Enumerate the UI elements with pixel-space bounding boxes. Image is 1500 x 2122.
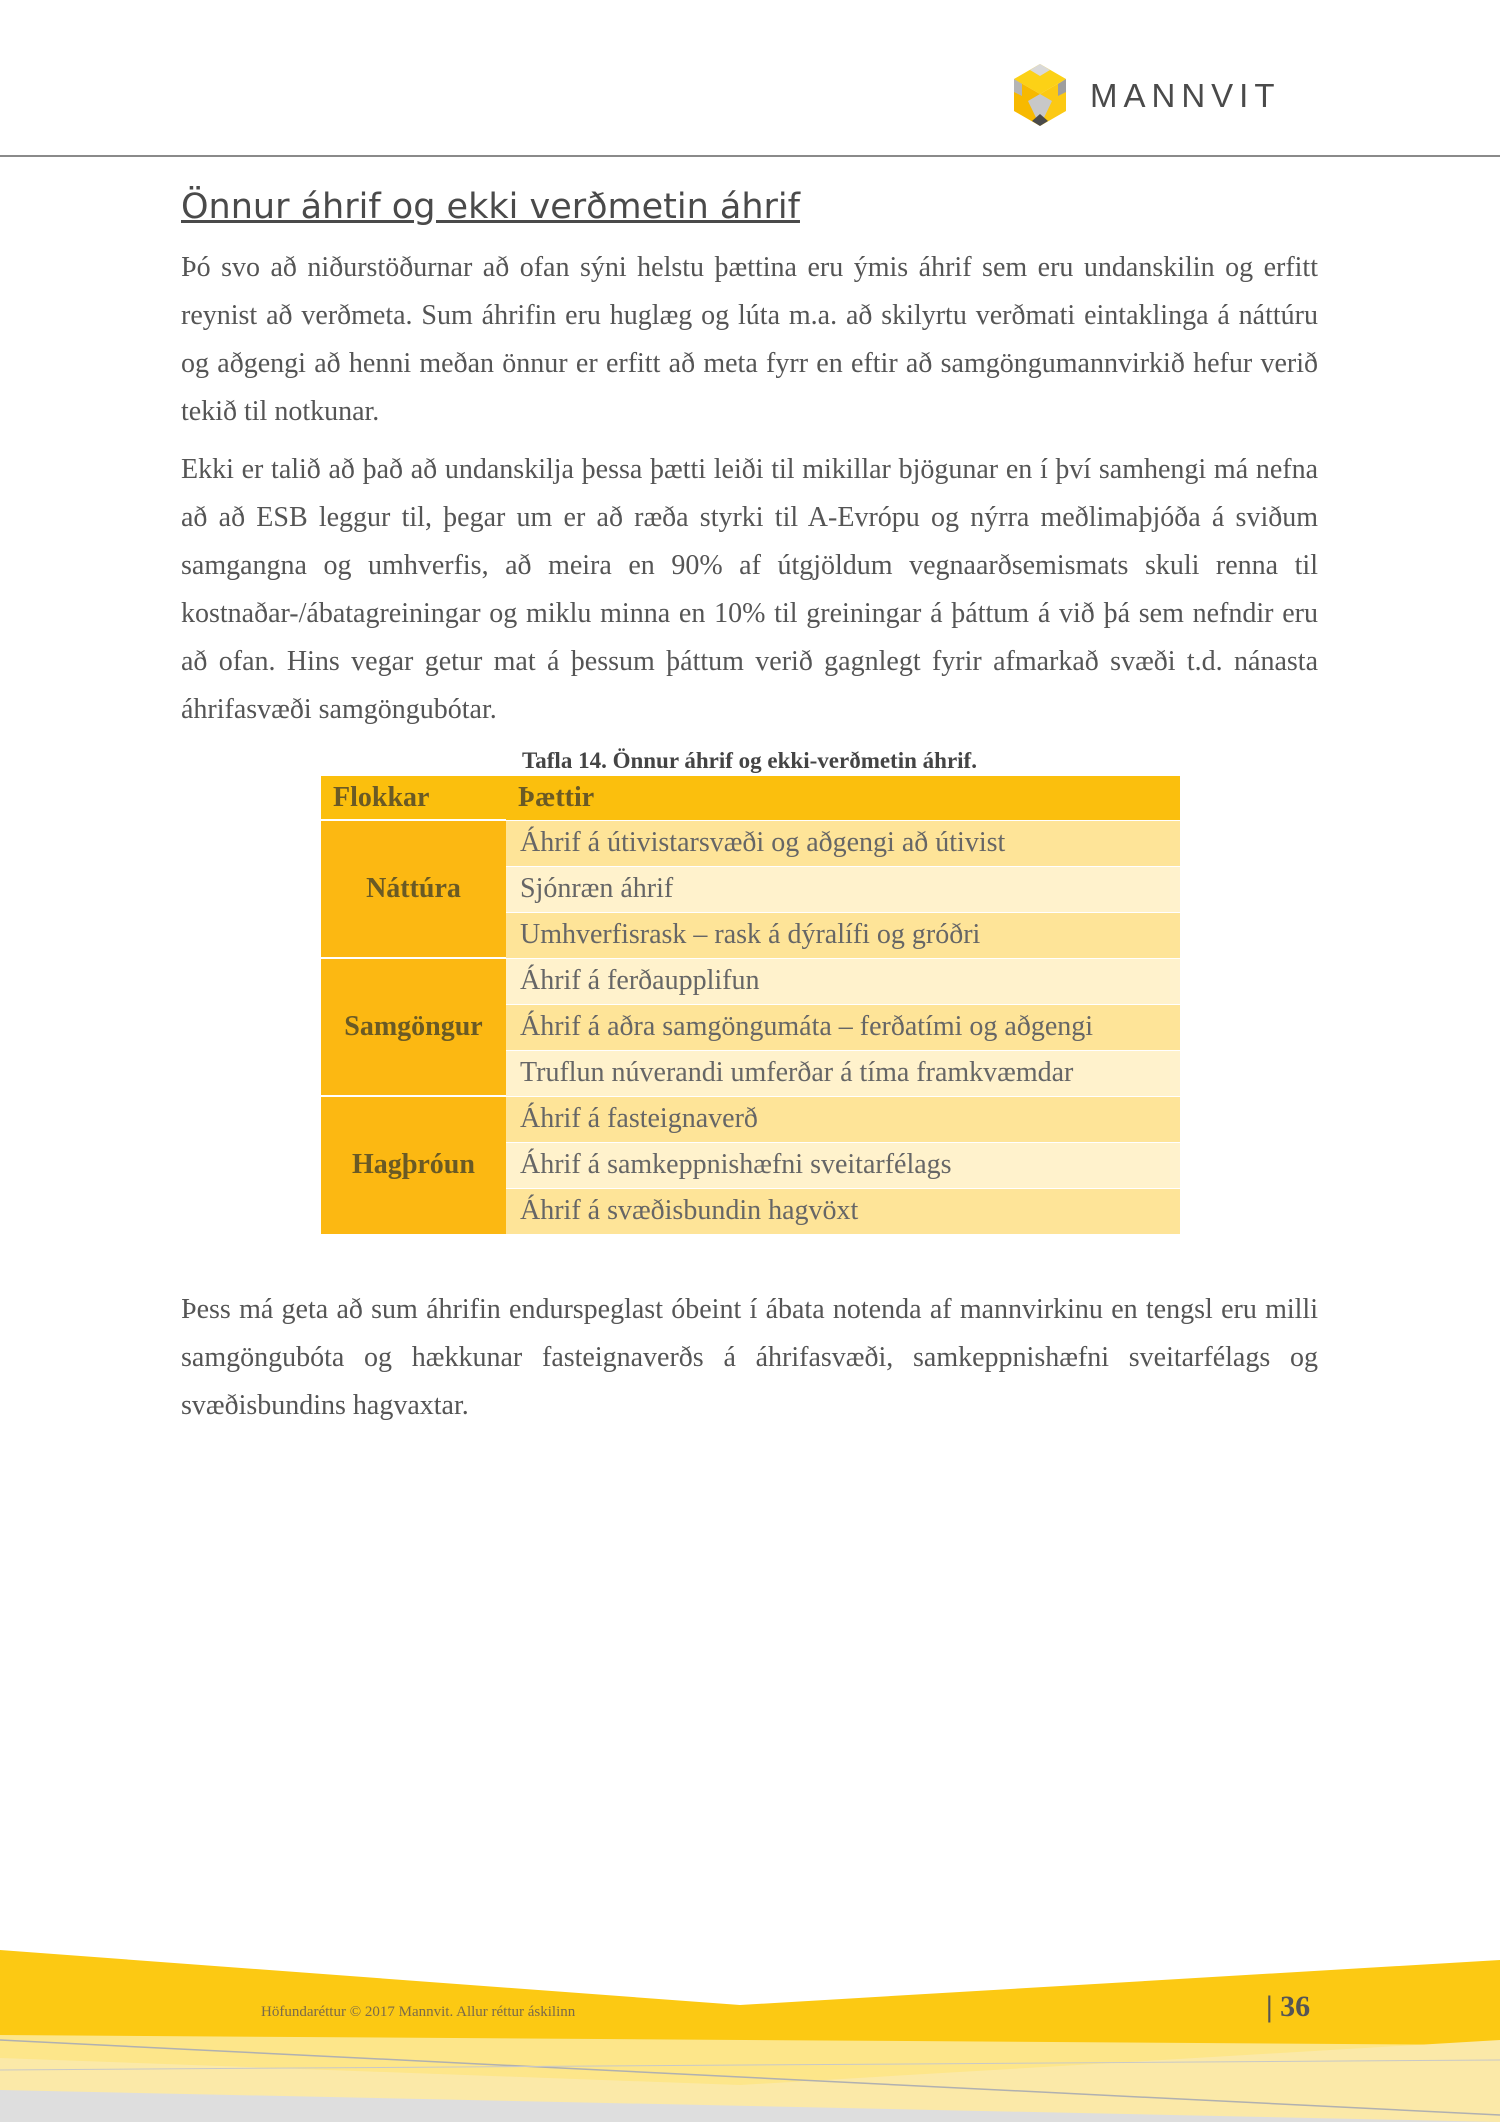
- header-factors: Þættir: [506, 776, 1180, 820]
- category-cell: Samgöngur: [321, 958, 506, 1096]
- table-caption: Tafla 14. Önnur áhrif og ekki-verðmetin áhrif.: [522, 748, 977, 773]
- page-content: [181, 178, 1318, 1440]
- category-cell: Hagþróun: [321, 1096, 506, 1234]
- factor-cell: Áhrif á ferðaupplifun: [506, 958, 1180, 1004]
- paragraph-2: Ekki er talið að það að undanskilja þessa þætti leiði til mikillar bjögunar en í því samhengi má nefna að að ESB leggur til, þegar um er að ræða styrki til A-Evrópu og nýrra meðlimaþjóða á sviðum samgangna og umhverfis, að meira en 90% af útgjöldum vegnaarðsemismats skuli renna til kostnaðar-/ábatagreiningar og miklu minna en 10% til greiningar á þáttum á við þá sem nefndir eru að ofan. Hins vegar getur mat á þessum þáttum verið gagnlegt fyrir afmarkað svæði t.d. nánasta áhrifasvæði samgöngubótar.: [181, 454, 1318, 725]
- factor-cell: Sjónræn áhrif: [506, 866, 1180, 912]
- paragraph-1: Þó svo að niðurstöðurnar að ofan sýni helstu þættina eru ýmis áhrif sem eru undanskilin og erfitt reynist að verðmeta. Sum áhrifin eru huglæg og lúta m.a. að skilyrtu verðmati eintaklinga á náttúru og aðgengi að henni meðan önnur er erfitt að meta fyrr en eftir að samgöngumannvirkið hefur verið tekið til notkunar.: [181, 252, 1318, 427]
- factor-cell: Truflun núverandi umferðar á tíma framkvæmdar: [506, 1050, 1180, 1096]
- section-title: Önnur áhrif og ekki verðmetin áhrif: [181, 187, 800, 227]
- mannvit-logo: [1010, 62, 1281, 130]
- mannvit-cube-icon: [1010, 62, 1070, 130]
- footer-band: [0, 1940, 1500, 2122]
- table-row: [321, 958, 1180, 1004]
- category-cell: Náttúra: [321, 820, 506, 958]
- page-number: | 36: [1266, 1990, 1311, 2023]
- impacts-table: [321, 776, 1180, 1234]
- factor-cell: Áhrif á fasteignaverð: [506, 1096, 1180, 1142]
- factor-cell: Áhrif á aðra samgöngumáta – ferðatími og aðgengi: [506, 1004, 1180, 1050]
- table-row: [321, 1096, 1180, 1142]
- paragraph-3: Þess má geta að sum áhrifin endurspeglast óbeint í ábata notenda af mannvirkinu en tengsl eru milli samgöngubóta og hækkunar fasteignaverðs á áhrifasvæði, samkeppnishæfni sveitarfélags og svæðisbundins hagvaxtar.: [181, 1293, 1318, 1421]
- table-header-row: [321, 776, 1180, 820]
- copyright-notice: Höfundaréttur © 2017 Mannvit. Allur réttur áskilinn: [261, 2004, 576, 2020]
- header-category: Flokkar: [321, 776, 506, 820]
- factor-cell: Áhrif á útivistarsvæði og aðgengi að útivist: [506, 820, 1180, 866]
- header-divider: [0, 155, 1500, 157]
- factor-cell: Áhrif á svæðisbundin hagvöxt: [506, 1188, 1180, 1234]
- table-row: [321, 820, 1180, 866]
- brand-name: MANNVIT: [1090, 77, 1281, 114]
- factor-cell: Áhrif á samkeppnishæfni sveitarfélags: [506, 1142, 1180, 1188]
- factor-cell: Umhverfisrask – rask á dýralífi og gróðri: [506, 912, 1180, 958]
